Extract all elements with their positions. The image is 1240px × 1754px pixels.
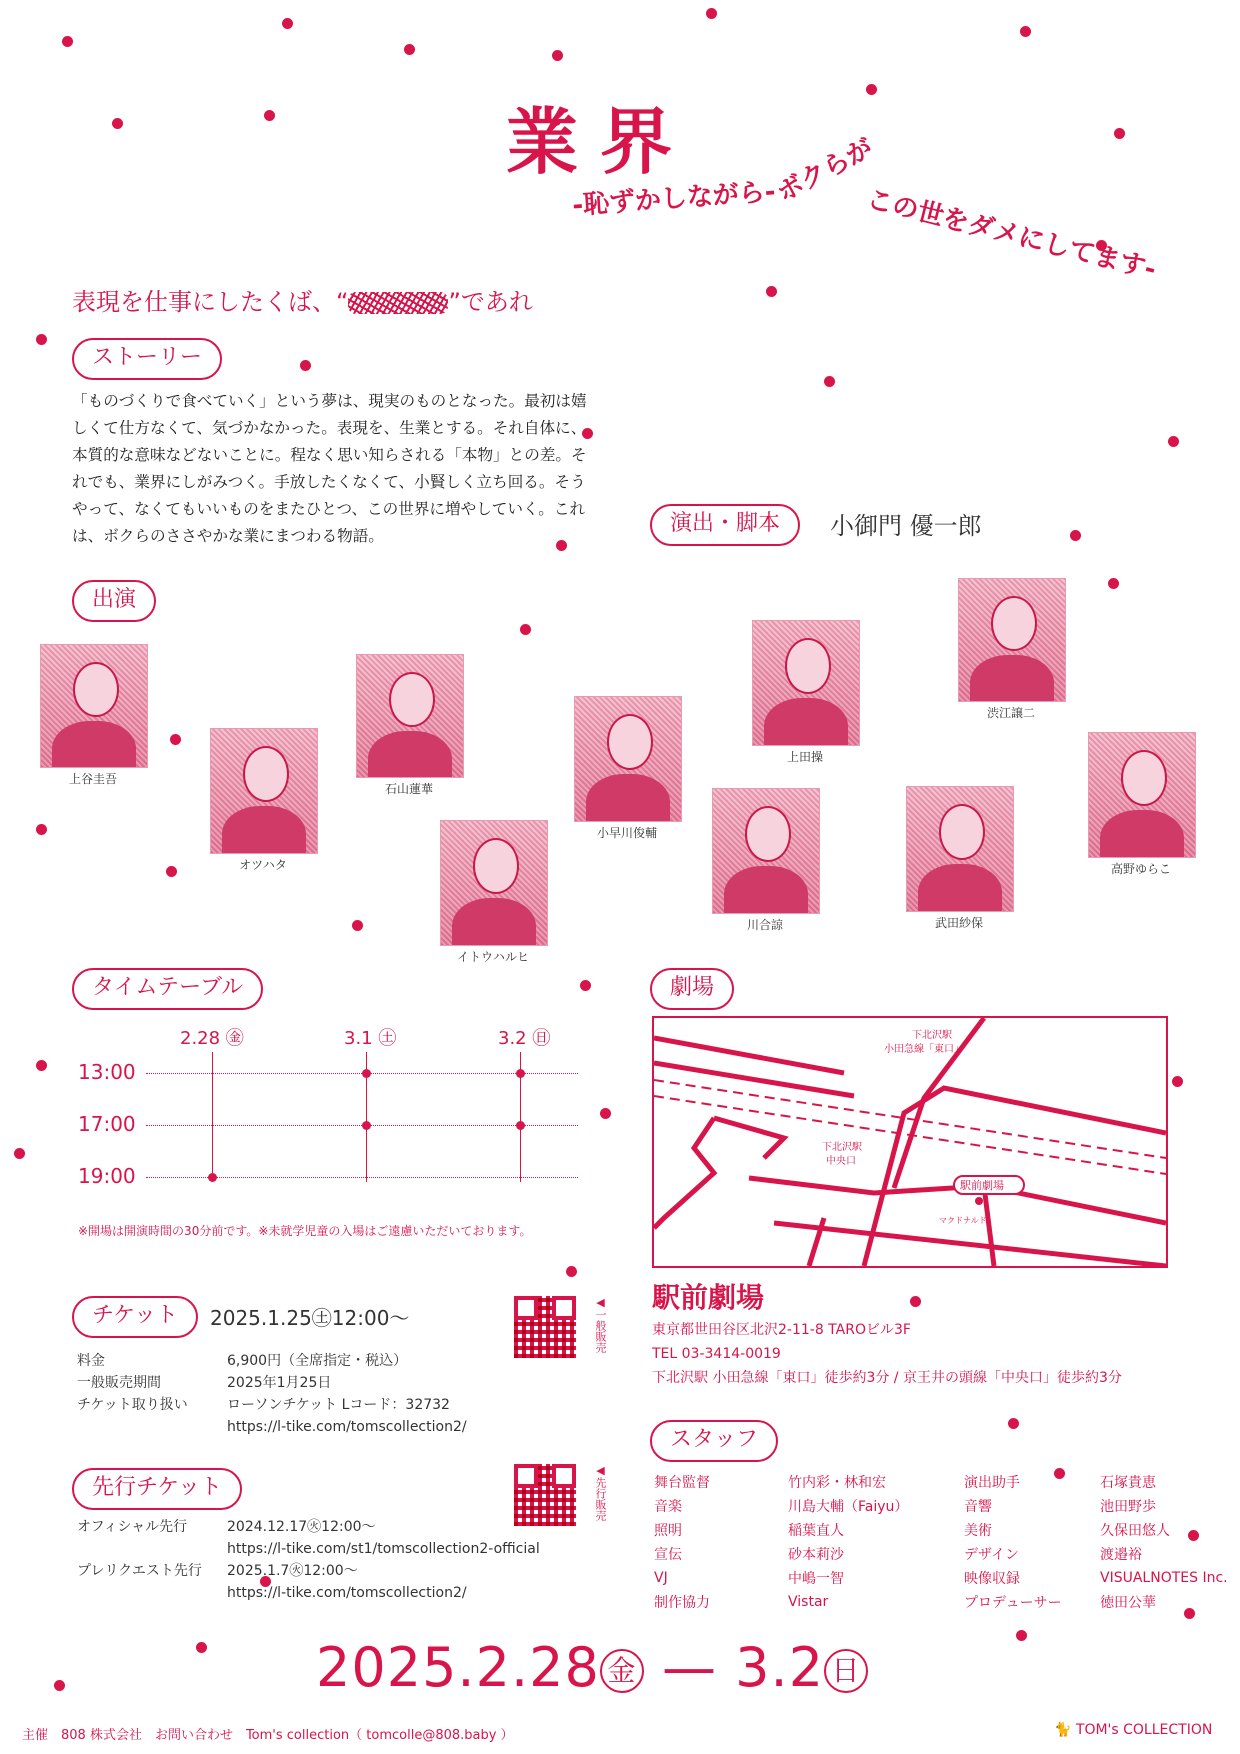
staff-table bbox=[654, 1470, 1228, 1614]
tt-time: 17:00 bbox=[78, 1112, 136, 1136]
ticket-val: 2025年1月25日 bbox=[227, 1375, 332, 1391]
qr-label-general: ◀一般販売 bbox=[594, 1296, 607, 1353]
staff-row bbox=[654, 1518, 1228, 1542]
ticket-label: チケット bbox=[72, 1296, 198, 1338]
date-start-day: 金 bbox=[600, 1649, 644, 1693]
presale-table bbox=[76, 1516, 541, 1604]
footer-logo bbox=[1054, 1722, 1212, 1738]
presale-url[interactable]: https://l-tike.com/st1/tomscollection2-official bbox=[227, 1541, 540, 1557]
cast-photo bbox=[574, 696, 682, 822]
show-marker bbox=[516, 1121, 525, 1130]
presale-url[interactable]: https://l-tike.com/tomscollection2/ bbox=[227, 1585, 467, 1601]
staff-role: 制作協力 bbox=[654, 1595, 710, 1611]
staff-person: 久保田悠人 bbox=[1100, 1523, 1170, 1539]
presale-val: 2024.12.17㊋12:00〜 bbox=[227, 1519, 376, 1535]
cast-photo bbox=[752, 620, 860, 746]
ticket-url[interactable]: https://l-tike.com/tomscollection2/ bbox=[227, 1419, 467, 1435]
ticket-key: 料金 bbox=[77, 1353, 105, 1369]
director-name: 小御門 優一郎 bbox=[830, 512, 982, 540]
staff-person: Vistar bbox=[788, 1594, 829, 1610]
staff-role: プロデューサー bbox=[964, 1595, 1062, 1611]
theater-name: 駅前劇場 bbox=[652, 1281, 765, 1314]
map-svg bbox=[654, 1018, 1166, 1266]
cast-name: 渋江譲二 bbox=[986, 706, 1035, 720]
svg-text:下北沢駅: 下北沢駅 bbox=[822, 1142, 862, 1153]
logo-text: TOM's COLLECTION bbox=[1075, 1722, 1213, 1738]
cast-photo bbox=[712, 788, 820, 914]
cast-photo bbox=[1088, 732, 1196, 858]
staff-person: 渡邉裕 bbox=[1100, 1547, 1142, 1563]
timetable-label: タイムテーブル bbox=[72, 968, 263, 1010]
staff-role: VJ bbox=[654, 1570, 668, 1586]
svg-text:駅前劇場: 駅前劇場 bbox=[960, 1179, 1004, 1192]
staff-person: 竹内彩・林和宏 bbox=[788, 1475, 886, 1491]
cast-name: 上谷圭吾 bbox=[68, 772, 117, 786]
staff-role: 音響 bbox=[964, 1499, 992, 1515]
cast-name: 小早川俊輔 bbox=[596, 826, 657, 840]
director-label: 演出・脚本 bbox=[650, 504, 800, 546]
staff-role: 音楽 bbox=[654, 1499, 682, 1515]
qr-label-presale: ◀先行販売 bbox=[594, 1464, 607, 1521]
theater-address: 東京都世田谷区北沢2-11-8 TAROビル3F bbox=[652, 1322, 911, 1338]
title: 業界 bbox=[506, 100, 695, 184]
cast-label: 出演 bbox=[72, 580, 156, 622]
cast-photo bbox=[40, 644, 148, 768]
show-marker bbox=[208, 1173, 217, 1182]
theater-access: 下北沢駅 小田急線「東口」徒歩約3分 / 京王井の頭線「中央口」徒歩約3分 bbox=[652, 1370, 1122, 1386]
tt-time: 19:00 bbox=[78, 1164, 136, 1188]
cast-name: 上田操 bbox=[786, 750, 823, 764]
staff-label: スタッフ bbox=[650, 1420, 778, 1462]
presale-key: プレリクエスト先行 bbox=[77, 1563, 202, 1579]
cast-name: 高野ゆらこ bbox=[1110, 862, 1171, 876]
staff-role: 演出助手 bbox=[964, 1475, 1020, 1491]
theater-tel: TEL 03-3414-0019 bbox=[652, 1346, 781, 1362]
story-text: 「ものづくりで食べていく」という夢は、現実のものとなった。最初は嬉しくて仕方なくて、気づかなかった。表現を、生業とする。それ自体に、本質的な意味などないことに。程なく思い知らされる「本物」との差。それでも、業界にしがみつく。手放したくなくて、小賢しく立ち回る。そうやって、なくてもいいものをまたひとつ、この世界に増やしていく。これは、ボクらのささやかな業にまつわる物語。 bbox=[72, 392, 587, 545]
cast-photo bbox=[440, 820, 548, 946]
staff-person: 石塚貴恵 bbox=[1100, 1475, 1156, 1491]
presale-label: 先行チケット bbox=[72, 1468, 242, 1510]
staff-person: 徳田公華 bbox=[1100, 1595, 1156, 1611]
staff-person: 稲葉直人 bbox=[788, 1523, 844, 1539]
staff-person: 池田野歩 bbox=[1100, 1499, 1156, 1515]
ticket-val: 6,900円（全席指定・税込） bbox=[227, 1353, 408, 1369]
cat-icon: 🐈 bbox=[1054, 1722, 1072, 1738]
cast-photo bbox=[958, 578, 1066, 702]
cast-name: オツハタ bbox=[239, 858, 287, 872]
cast-name: 川合諒 bbox=[746, 918, 783, 932]
show-marker bbox=[362, 1069, 371, 1078]
presale-val: 2025.1.7㊋12:00〜 bbox=[227, 1563, 358, 1579]
date-separator: — bbox=[662, 1636, 717, 1699]
staff-role: デザイン bbox=[964, 1547, 1020, 1563]
staff-person: 砂本莉沙 bbox=[788, 1547, 844, 1563]
ticket-date: 2025.1.25㊏12:00〜 bbox=[210, 1306, 410, 1330]
lead-line bbox=[72, 282, 533, 317]
staff-role: 宣伝 bbox=[654, 1547, 682, 1563]
subtitle-mid: ボクらが bbox=[772, 133, 879, 209]
date-end-day: 日 bbox=[824, 1649, 868, 1693]
staff-person: 川島大輔（Faiyu） bbox=[788, 1499, 909, 1515]
ticket-key: 一般販売期間 bbox=[77, 1375, 161, 1391]
staff-person: VISUALNOTES Inc. bbox=[1100, 1570, 1228, 1586]
svg-text:マクドナルド: マクドナルド bbox=[939, 1216, 987, 1225]
footer-organizer: 主催 808 株式会社 お問い合わせ Tom's collection（ tomcolle@808.baby ） bbox=[22, 1728, 514, 1743]
access-map bbox=[652, 1016, 1168, 1268]
theater-label: 劇場 bbox=[650, 968, 734, 1010]
staff-row bbox=[654, 1494, 1228, 1518]
date-end: 3.2 bbox=[735, 1636, 825, 1699]
tt-date: 2.28 ㊎ bbox=[180, 1028, 244, 1049]
subtitle-left: -恥ずかしながら- bbox=[571, 176, 777, 222]
cast-photo bbox=[906, 786, 1014, 912]
ticket-key: チケット取り扱い bbox=[77, 1397, 188, 1413]
staff-person: 中嶋一智 bbox=[788, 1571, 844, 1587]
timetable-note: ※開場は開演時間の30分前です。※未就学児童の入場はご遠慮いただいております。 bbox=[78, 1224, 532, 1238]
staff-row bbox=[654, 1590, 1228, 1614]
story-label: ストーリー bbox=[72, 338, 222, 380]
staff-role: 映像収録 bbox=[964, 1571, 1020, 1587]
staff-row bbox=[654, 1542, 1228, 1566]
cast-photo bbox=[356, 654, 464, 778]
performance-dates bbox=[316, 1636, 868, 1699]
tt-date: 3.1 ㊏ bbox=[344, 1028, 397, 1049]
svg-text:小田急線「東口」: 小田急線「東口」 bbox=[884, 1044, 964, 1055]
show-marker bbox=[516, 1069, 525, 1078]
svg-text:中央口: 中央口 bbox=[826, 1156, 856, 1167]
date-start: 2025.2.28 bbox=[316, 1636, 600, 1699]
presale-key: オフィシャル先行 bbox=[77, 1519, 188, 1535]
cast-photo bbox=[210, 728, 318, 854]
show-marker bbox=[362, 1121, 371, 1130]
lead-prefix: 表現を仕事にしたくば、“ bbox=[72, 288, 349, 316]
ticket-val: ローソンチケット Lコード：32732 bbox=[227, 1397, 450, 1413]
staff-row bbox=[654, 1566, 1228, 1590]
staff-role: 照明 bbox=[654, 1523, 682, 1539]
subtitle-right: この世をダメにしてます- bbox=[863, 184, 1160, 286]
cast-name: 武田紗保 bbox=[934, 916, 983, 930]
scribble-mark bbox=[348, 292, 448, 314]
cast-name: 石山蓮華 bbox=[384, 782, 433, 796]
tt-time: 13:00 bbox=[78, 1060, 136, 1084]
staff-role: 美術 bbox=[964, 1523, 992, 1539]
ticket-table bbox=[76, 1350, 468, 1438]
staff-role: 舞台監督 bbox=[654, 1475, 710, 1491]
svg-text:下北沢駅: 下北沢駅 bbox=[912, 1030, 952, 1041]
qr-code-general[interactable] bbox=[514, 1296, 576, 1358]
cast-name: イトウハルヒ bbox=[456, 950, 529, 964]
lead-suffix: ”であれ bbox=[448, 288, 533, 316]
staff-row bbox=[654, 1470, 1228, 1494]
tt-date: 3.2 ㊐ bbox=[498, 1028, 551, 1049]
